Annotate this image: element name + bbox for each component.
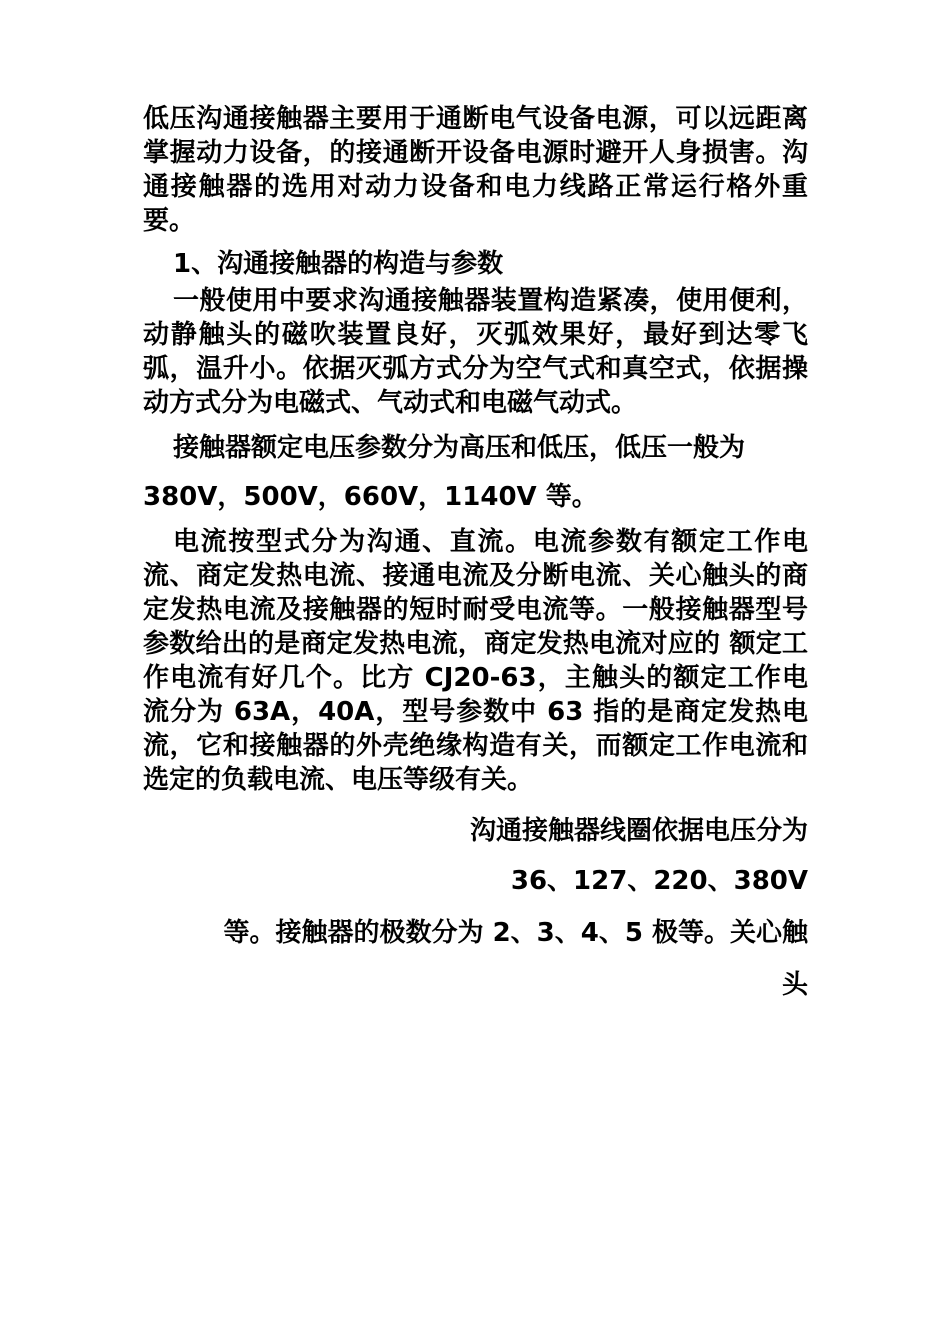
coil-voltage-line1: 沟通接触器线圈依据电压分为 [469, 816, 808, 846]
coil-voltage-line2: 36、127、220、380V [510, 866, 808, 896]
poles-line: 等。接触器的极数分为 2、3、4、5 极等。关心触 [223, 918, 808, 948]
current-paragraph: 电流按型式分为沟通、直流。电流参数有额定工作电流、商定发热电流、接通电流及分断电流、关心触头的商定发热电流及接触器的短时耐受电流等。一般接触器型号参数给出的是商定发热电流，商定发热电流对应的 额定工作电流有好几个。比方 CJ20-63，主触头的额定工作电流分为 63A，40A，型号参数中 63 指的是商定发热电流，它和接触器的外壳绝缘构造有关，而额定工作电流和选定的负载电流、电压等级有关。 [143, 527, 808, 795]
poles-line-end: 头 [781, 970, 808, 1000]
voltage-paragraph-line1: 接触器额定电压参数分为高压和低压，低压一般为 [173, 433, 746, 463]
voltage-paragraph-line2: 380V，500V，660V，1140V 等。 [143, 482, 598, 512]
intro-paragraph: 低压沟通接触器主要用于通断电气设备电源，可以远距离掌握动力设备，的接通断开设备电源时避开人身损害。沟通接触器的选用对动力设备和电力线路正常运行格外重要。 [143, 104, 808, 236]
section-heading: 1、沟通接触器的构造与参数 [173, 249, 504, 279]
structure-paragraph: 一般使用中要求沟通接触器装置构造紧凑，使用便利，动静触头的磁吹装置良好，灭弧效果好，最好到达零飞弧，温升小。依据灭弧方式分为空气式和真空式，依据操动方式分为电磁式、气动式和电磁气动式。 [143, 286, 808, 418]
document-page [143, 102, 808, 1005]
